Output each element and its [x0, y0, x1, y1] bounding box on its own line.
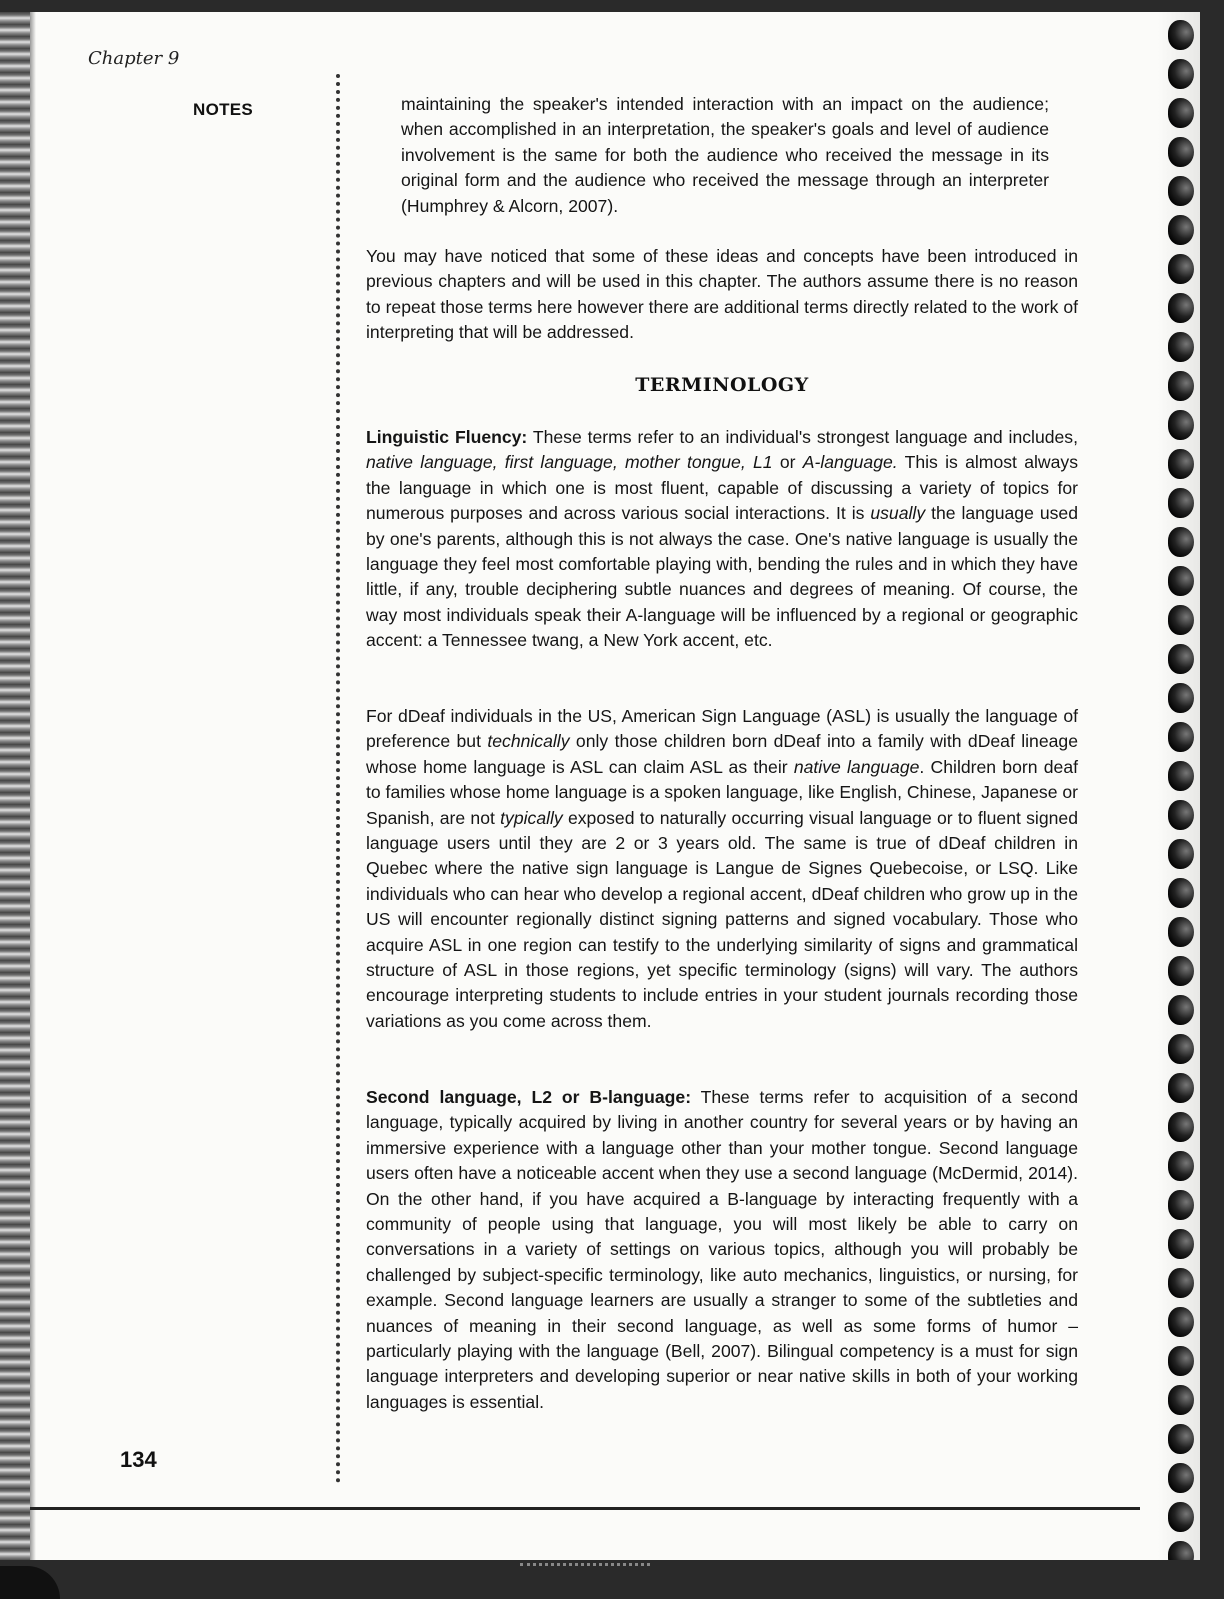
binding-ring: [1168, 917, 1194, 947]
page-gutter-shadow: [0, 12, 30, 1560]
scanned-page: [0, 12, 1200, 1560]
section-heading: TERMINOLOGY: [635, 374, 809, 396]
text-run: For dDeaf individuals in the US, American Sign Language (ASL) is usually the language of preference but: [366, 706, 1078, 752]
scan-artifact: [520, 1563, 650, 1569]
binding-ring: [1168, 1151, 1194, 1181]
binding-ring: [1168, 605, 1194, 635]
binding-ring: [1168, 1190, 1194, 1220]
text-run: exposed to naturally occurring visual language or to fluent signed language users until they are 2 or 3 years old. The same is true of dDeaf children in Quebec where the native sign language is Langue de Signes Quebecoise, or LSQ. Like individuals who can hear who develop a regional accent, dDeaf children who grow up in the US will encounter regionally distinct signing patterns and signed vocabulary. Those who acquire ASL in one region can testify to the underlying similarity of signs and grammatical structure of ASL in those regions, yet specific terminology (signs) will vary. The authors encourage interpreting students to include entries in your student journals recording those variations as you come across them.: [366, 807, 1078, 1031]
page-left-edge: [30, 12, 36, 1560]
chapter-header: Chapter 9: [88, 48, 180, 69]
text-run: only those children born dDeaf into a family with dDeaf lineage whose home language is ASL can claim ASL as their: [366, 731, 1078, 777]
binding-ring: [1168, 176, 1194, 206]
binding-ring: [1168, 839, 1194, 869]
quote-continuation: [401, 92, 1049, 219]
binding-ring: [1168, 566, 1194, 596]
binding-ring: [1168, 1073, 1194, 1103]
text-run: the language used by one's parents, although this is not always the case. One's native language is usually the language they feel most comfortable playing with, bending the rules and in which they have little, if any, trouble deciphering subtle nuances and degrees of meaning. Of course, the way most individuals speak their A-language will be influenced by a regional or geographic accent: a Tennessee twang, a New York accent, etc.: [366, 503, 1078, 651]
notes-divider: [336, 74, 340, 1484]
binding-ring: [1168, 1112, 1194, 1142]
binding-ring: [1168, 59, 1194, 89]
second-language-paragraph: [366, 1085, 1078, 1415]
intro-text: You may have noticed that some of these ideas and concepts have been introduced in previous chapters and will be used in this chapter. The authors assume there is no reason to repeat those terms here however there are additional terms directly related to the work of interpreting that will be addressed.: [366, 246, 1078, 343]
binding-ring: [1168, 800, 1194, 830]
ddeaf-paragraph: [366, 704, 1078, 1034]
binding-ring: [1168, 449, 1194, 479]
binding-ring: [1168, 1034, 1194, 1064]
text-run: . Children born deaf to families whose home language is a spoken language, like English, Chinese, Japanese or Spanish, are not: [366, 756, 1079, 828]
emphasis-run: native language: [793, 756, 920, 777]
term-linguistic-fluency: Linguistic Fluency:: [366, 427, 528, 447]
binding-ring: [1168, 20, 1194, 50]
binding-ring: [1168, 1307, 1194, 1337]
ddeaf-text: [366, 704, 1078, 1034]
binding-ring: [1168, 371, 1194, 401]
emphasis-run: A-language.: [802, 452, 898, 473]
binding-ring: [1168, 137, 1194, 167]
second-language-text: [366, 1085, 1078, 1415]
term-second-language: Second language, L2 or B-language:: [366, 1087, 692, 1107]
binding-ring: [1168, 995, 1194, 1025]
linguistic-fluency-paragraph: [366, 425, 1078, 654]
emphasis-run: technically: [487, 731, 570, 752]
binding-ring: [1168, 1229, 1194, 1259]
binding-ring: [1168, 644, 1194, 674]
emphasis-run: usually: [870, 503, 926, 524]
text-run: or: [772, 452, 803, 473]
spiral-binding: [1158, 12, 1200, 1560]
text-run: These terms refer to acquisition of a second language, typically acquired by living in another country for several years or by having an immersive experience with a language other than your mother tongue. Second language users often have a noticeable accent when they use a second language (McDermid, 2014). On the other hand, if you have acquired a B-language by interacting frequently with a community of people using that language, you will most likely be able to carry on conversations in a variety of settings on various topics, although you will probably be challenged by subject-specific terminology, like auto mechanics, linguistics, or nursing, for example. Second language learners are usually a stranger to some of the subtleties and nuances of meaning in their second language, as well as some forms of humor – particularly playing with the language (Bell, 2007). Bilingual competency is a must for sign language interpreters and developing superior or near native skills in both of your working languages is essential.: [366, 1087, 1079, 1412]
emphasis-run: native language, first language, mother tongue, L1: [366, 452, 773, 473]
binding-ring: [1168, 1502, 1194, 1532]
binding-ring: [1168, 878, 1194, 908]
text-run: These terms refer to an individual's strongest language and includes,: [527, 427, 1078, 447]
page-bottom-edge: [30, 1507, 1140, 1510]
emphasis-run: typically: [500, 807, 563, 828]
binding-ring: [1168, 527, 1194, 557]
binding-ring: [1168, 98, 1194, 128]
binding-ring: [1168, 1541, 1194, 1560]
binding-ring: [1168, 488, 1194, 518]
quote-text: maintaining the speaker's intended interaction with an impact on the audience; when accomplished in an interpretation, the speaker's goals and level of audience involvement is the same for both the audience who received the message in its original form and the audience who received the message through an interpreter (Humphrey & Alcorn, 2007).: [401, 94, 1049, 216]
intro-paragraph: [366, 244, 1078, 346]
binding-ring: [1168, 1463, 1194, 1493]
binding-ring: [1168, 293, 1194, 323]
binding-ring: [1168, 215, 1194, 245]
binding-ring: [1168, 722, 1194, 752]
binding-ring: [1168, 410, 1194, 440]
notes-label: NOTES: [193, 100, 254, 119]
scanner-corner: [0, 1566, 60, 1599]
binding-ring: [1168, 332, 1194, 362]
binding-ring: [1168, 254, 1194, 284]
page-number: 134: [120, 1447, 157, 1472]
binding-ring: [1168, 956, 1194, 986]
binding-ring: [1168, 1424, 1194, 1454]
binding-ring: [1168, 683, 1194, 713]
binding-ring: [1168, 1268, 1194, 1298]
binding-ring: [1168, 761, 1194, 791]
binding-ring: [1168, 1346, 1194, 1376]
binding-ring: [1168, 1385, 1194, 1415]
fluency-text: [366, 425, 1078, 654]
text-run: This is almost always the language in which one is most fluent, capable of discussing a variety of topics for numerous purposes and across various social interactions. It is: [366, 452, 1078, 524]
